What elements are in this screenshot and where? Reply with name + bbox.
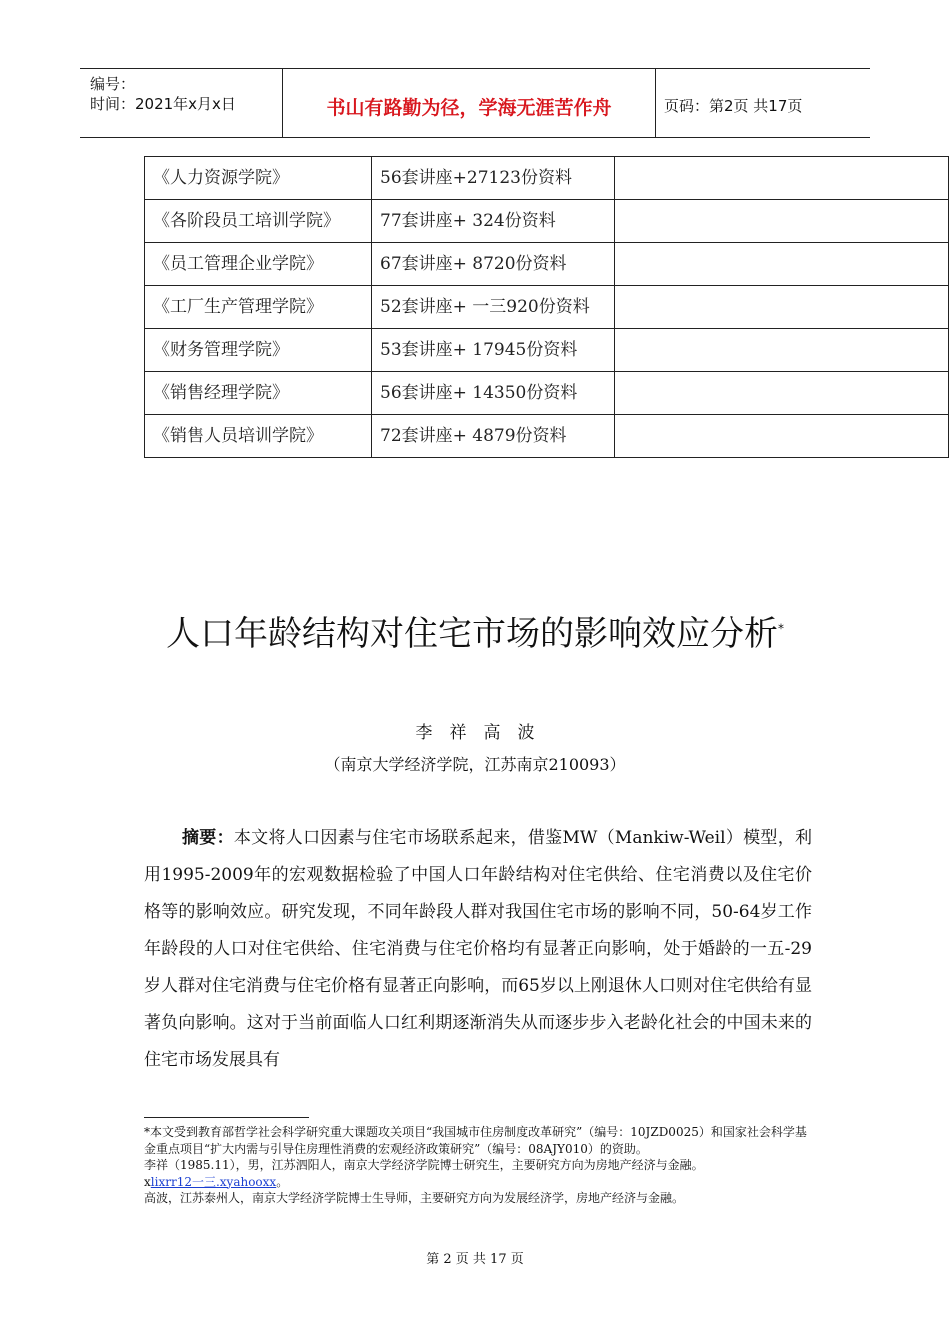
- course-info-cell: 67套讲座+ 8720份资料: [372, 243, 615, 286]
- header-motto-cell: [283, 69, 656, 137]
- empty-cell: [615, 372, 949, 415]
- email-link[interactable]: lixrr12一三.xyahooxx: [150, 1174, 277, 1189]
- footnote-funding: *本文受到教育部哲学社会科学研究重大课题攻关项目“我国城市住房制度改革研究”（编号：10JZD0025）和国家社会科学基金重点项目“扩大内需与引导住房理性消费的宏观经济政策研究”（编号：08AJY010）的资助。: [144, 1125, 807, 1156]
- course-name-cell: 《财务管理学院》: [145, 329, 372, 372]
- motto: 书山有路勤为径，学海无涯苦作舟: [326, 97, 612, 119]
- table-row: [145, 157, 949, 200]
- course-name-cell: 《销售人员培训学院》: [145, 415, 372, 458]
- course-info-cell: 56套讲座+ 14350份资料: [372, 372, 615, 415]
- title-footnote-mark: *: [778, 621, 784, 636]
- page-footer: 第 2 页 共 17 页: [426, 1252, 524, 1267]
- footnote-email: [144, 1174, 812, 1191]
- table-row: [145, 200, 949, 243]
- email-prefix: x: [144, 1174, 151, 1189]
- header-meta-cell: [80, 69, 283, 137]
- footnote-author-li: 李祥（1985.11），男，江苏泗阳人，南京大学经济学院博士研究生，主要研究方向为房地产经济与金融。: [144, 1158, 704, 1172]
- time-label: 时间：2021年x月x日: [90, 95, 236, 113]
- course-info-cell: 52套讲座+ 一三920份资料: [372, 286, 615, 329]
- table-row: [145, 243, 949, 286]
- number-label: 编号：: [90, 75, 136, 93]
- course-name-cell: 《人力资源学院》: [145, 157, 372, 200]
- page-info: 页码：第2页 共17页: [664, 97, 803, 115]
- course-name-cell: 《销售经理学院》: [145, 372, 372, 415]
- email-suffix: 。: [276, 1174, 289, 1189]
- header-page-cell: [656, 69, 870, 137]
- course-info-cell: 56套讲座+27123份资料: [372, 157, 615, 200]
- course-info-cell: 72套讲座+ 4879份资料: [372, 415, 615, 458]
- empty-cell: [615, 415, 949, 458]
- footnote-author-gao: 高波，江苏泰州人，南京大学经济学院博士生导师，主要研究方向为发展经济学，房地产经济与金融。: [144, 1191, 685, 1205]
- table-row: [145, 372, 949, 415]
- course-name-cell: 《员工管理企业学院》: [145, 243, 372, 286]
- empty-cell: [615, 200, 949, 243]
- course-name-cell: 《各阶段员工培训学院》: [145, 200, 372, 243]
- course-name-cell: 《工厂生产管理学院》: [145, 286, 372, 329]
- article-title-text: 人口年龄结构对住宅市场的影响效应分析: [166, 614, 778, 654]
- table-row: [145, 286, 949, 329]
- footnote-rule: [144, 1117, 309, 1118]
- empty-cell: [615, 286, 949, 329]
- authors: 李 祥 高 波: [415, 723, 535, 743]
- course-info-cell: 77套讲座+ 324份资料: [372, 200, 615, 243]
- table-row: [145, 329, 949, 372]
- course-info-cell: 53套讲座+ 17945份资料: [372, 329, 615, 372]
- abstract-text: 本文将人口因素与住宅市场联系起来，借鉴MW（Mankiw-Weil）模型，利用1995-2009年的宏观数据检验了中国人口年龄结构对住宅供给、住宅消费以及住宅价格等的影响效应。研究发现，不同年龄段人群对我国住宅市场的影响不同，50-64岁工作年龄段的人口对住宅供给、住宅消费与住宅价格均有显著正向影响，处于婚龄的一五-29岁人群对住宅消费与住宅价格有显著正向影响，而65岁以上刚退休人口则对住宅供给有显著负向影响。这对于当前面临人口红利期逐渐消失从而逐步步入老龄化社会的中国未来的住宅市场发展具有: [144, 828, 813, 1070]
- empty-cell: [615, 157, 949, 200]
- resource-table: [144, 156, 949, 458]
- footnotes: [144, 1124, 812, 1207]
- empty-cell: [615, 329, 949, 372]
- abstract: [144, 820, 812, 1079]
- article-title: [0, 606, 950, 655]
- abstract-label: 摘要：: [182, 828, 234, 848]
- empty-cell: [615, 243, 949, 286]
- table-row: [145, 415, 949, 458]
- document-header: [80, 68, 870, 138]
- affiliation: （南京大学经济学院，江苏南京210093）: [324, 755, 626, 774]
